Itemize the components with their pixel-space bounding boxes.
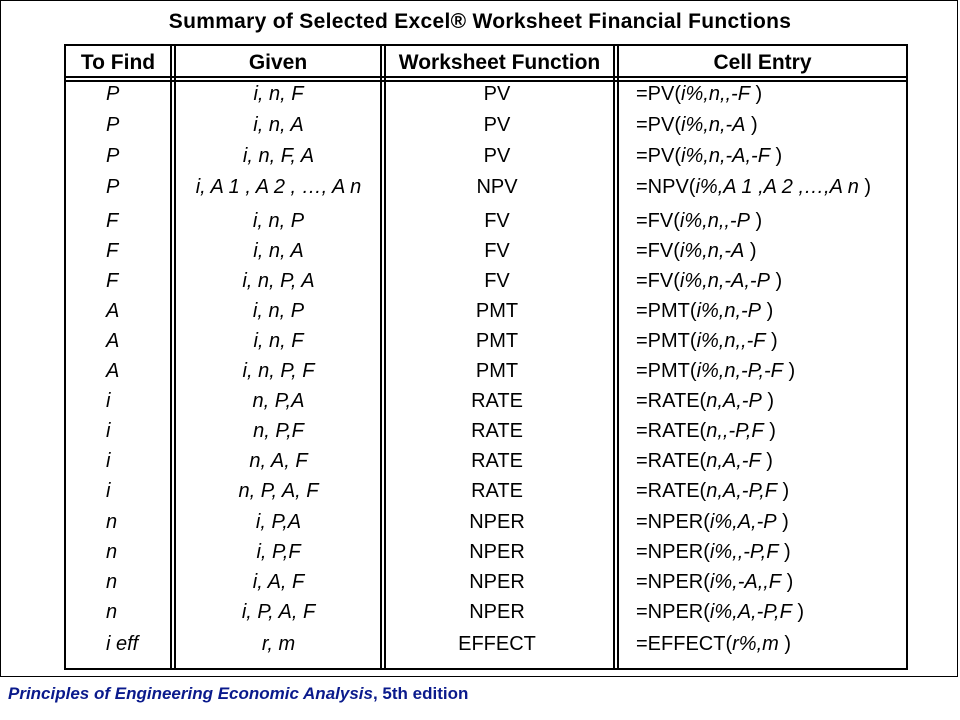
cell-entry-function: =NPER(	[636, 601, 710, 623]
cell-entry	[636, 510, 789, 534]
cell-entry-function: =PV(	[636, 83, 682, 105]
cell-entry-function: =FV(	[636, 210, 680, 232]
cell-entry	[636, 144, 782, 168]
cell-given: i, P,F	[256, 541, 301, 563]
cell-to-find: F	[106, 270, 119, 292]
cell-entry-close: )	[776, 511, 789, 533]
cell-worksheet-function: RATE	[471, 390, 523, 412]
cell-worksheet-function: PV	[483, 83, 511, 105]
cell-to-find: P	[106, 83, 120, 105]
cell-entry-function: =PV(	[636, 114, 682, 136]
cell-to-find: P	[106, 145, 120, 167]
cell-worksheet-function: PMT	[475, 330, 519, 352]
cell-entry-close: )	[763, 420, 776, 442]
cell-given: i, n, P	[252, 300, 305, 322]
cell-to-find: A	[106, 330, 120, 352]
cell-given: i, P, A, F	[241, 601, 316, 623]
cell-entry	[636, 419, 776, 443]
cell-entry-function: =RATE(	[636, 420, 707, 442]
cell-entry-arguments: n,A,-P,F	[706, 480, 777, 502]
cell-entry	[636, 299, 773, 323]
cell-entry	[636, 479, 789, 503]
cell-to-find: n	[106, 601, 118, 623]
cell-worksheet-function: FV	[484, 270, 510, 292]
column-divider	[617, 46, 619, 668]
cell-entry-arguments: i%,n,-A	[681, 114, 746, 136]
cell-entry-function: =PMT(	[636, 300, 697, 322]
cell-entry-arguments: n,A,-P	[706, 390, 762, 412]
cell-worksheet-function: NPER	[469, 571, 525, 593]
cell-worksheet-function: FV	[484, 240, 510, 262]
cell-worksheet-function: EFFECT	[458, 633, 536, 655]
cell-entry-function: =RATE(	[636, 480, 707, 502]
header-given: Given	[248, 51, 308, 74]
cell-entry	[636, 570, 793, 594]
cell-to-find: i	[106, 390, 111, 412]
cell-to-find: F	[106, 210, 119, 232]
cell-entry-close: )	[749, 210, 763, 232]
cell-worksheet-function: RATE	[471, 450, 523, 472]
cell-given: i, A 1 , A 2 , …, A n	[195, 176, 362, 198]
cell-entry-function: =NPV(	[636, 176, 696, 198]
cell-entry-close: )	[745, 114, 758, 136]
cell-entry-arguments: i%,A 1 ,A 2 ,…,A n	[695, 176, 859, 198]
cell-entry	[636, 82, 762, 106]
cell-given: r, m	[261, 633, 296, 655]
cell-to-find: i	[106, 420, 111, 442]
cell-entry-function: =PMT(	[636, 330, 697, 352]
cell-worksheet-function: RATE	[471, 480, 523, 502]
cell-given: i, A, F	[252, 571, 305, 593]
header-divider-top	[66, 76, 906, 78]
cell-worksheet-function: NPER	[469, 601, 525, 623]
cell-to-find: A	[106, 300, 120, 322]
cell-entry	[636, 269, 782, 293]
cell-to-find: i eff	[106, 633, 139, 655]
cell-to-find: i	[106, 450, 111, 472]
cell-entry-close: )	[749, 83, 763, 105]
cell-given: i, n, P, F	[242, 360, 315, 382]
footer-citation	[8, 684, 468, 704]
cell-worksheet-function: PV	[483, 145, 511, 167]
cell-entry-arguments: i%,-A,,F	[709, 571, 782, 593]
cell-to-find: A	[106, 360, 120, 382]
cell-entry-function: =PMT(	[636, 360, 697, 382]
cell-entry-arguments: i%,n,-P	[696, 300, 762, 322]
cell-entry-close: )	[761, 390, 774, 412]
cell-entry-arguments: r%,m	[732, 633, 779, 655]
cell-entry-close: )	[769, 145, 783, 167]
cell-entry-close: )	[769, 270, 783, 292]
cell-given: n, P,A	[252, 390, 305, 412]
cell-to-find: n	[106, 541, 118, 563]
cell-entry-function: =NPER(	[636, 571, 710, 593]
cell-entry-function: =FV(	[636, 270, 680, 292]
header-cell-entry: Cell Entry	[713, 51, 812, 74]
cell-given: i, n, F	[253, 330, 304, 352]
cell-worksheet-function: RATE	[471, 420, 523, 442]
cell-entry-arguments: i%,,-P,F	[709, 541, 779, 563]
cell-entry-function: =NPER(	[636, 511, 710, 533]
cell-entry	[636, 540, 791, 564]
cell-worksheet-function: NPV	[476, 176, 518, 198]
cell-entry	[636, 600, 804, 624]
cell-given: n, P,F	[253, 420, 304, 442]
edition: , 5th edition	[372, 684, 469, 703]
column-divider	[613, 46, 615, 668]
cell-entry-close: )	[778, 541, 791, 563]
cell-entry-function: =FV(	[636, 240, 680, 262]
column-divider	[170, 46, 172, 668]
cell-worksheet-function: NPER	[469, 511, 525, 533]
cell-given: i, n, A	[253, 114, 304, 136]
cell-worksheet-function: PMT	[475, 360, 519, 382]
cell-entry-arguments: i%,A,-P	[709, 511, 777, 533]
cell-to-find: n	[106, 511, 118, 533]
cell-entry	[636, 632, 791, 656]
cell-entry-close: )	[776, 480, 790, 502]
cell-to-find: i	[106, 480, 111, 502]
cell-to-find: n	[106, 571, 118, 593]
cell-worksheet-function: PV	[483, 114, 511, 136]
book-title: Principles of Engineering Economic Analysis	[8, 684, 373, 703]
cell-entry	[636, 449, 773, 473]
cell-entry-arguments: i%,n,-A	[679, 240, 745, 262]
header-to-find: To Find	[80, 51, 156, 74]
cell-entry-arguments: i%,n,,-F	[696, 330, 766, 352]
cell-entry-function: =RATE(	[636, 390, 707, 412]
cell-entry	[636, 113, 758, 137]
cell-entry-arguments: n,,-P,F	[706, 420, 764, 442]
cell-entry-function: =EFFECT(	[636, 633, 733, 655]
page-title: Summary of Selected Excel® Worksheet Financial Functions	[168, 10, 792, 33]
cell-to-find: P	[106, 176, 120, 198]
cell-entry-close: )	[744, 240, 757, 262]
cell-given: i, n, F, A	[242, 145, 315, 167]
cell-entry-function: =NPER(	[636, 541, 710, 563]
cell-given: i, n, F	[253, 83, 304, 105]
cell-to-find: P	[106, 114, 120, 136]
cell-worksheet-function: NPER	[469, 541, 525, 563]
cell-entry-close: )	[761, 300, 774, 322]
cell-entry-function: =RATE(	[636, 450, 707, 472]
cell-worksheet-function: FV	[484, 210, 510, 232]
cell-entry	[636, 329, 778, 353]
cell-entry-arguments: i%,n,,-P	[679, 210, 750, 232]
cell-entry-close: )	[858, 176, 872, 198]
functions-table	[64, 44, 908, 670]
cell-entry-close: )	[782, 360, 796, 382]
cell-given: i, P,A	[255, 511, 302, 533]
cell-entry-close: )	[778, 633, 792, 655]
cell-entry	[636, 209, 762, 233]
cell-entry	[636, 175, 871, 199]
cell-entry-arguments: n,A,-F	[706, 450, 761, 472]
header-worksheet-function: Worksheet Function	[398, 51, 601, 74]
cell-to-find: F	[106, 240, 119, 262]
cell-given: i, n, P, A	[242, 270, 315, 292]
cell-entry-close: )	[765, 330, 778, 352]
cell-given: i, n, A	[253, 240, 304, 262]
cell-given: n, P, A, F	[238, 480, 319, 502]
cell-worksheet-function: PMT	[475, 300, 519, 322]
cell-entry-close: )	[781, 571, 794, 593]
cell-entry-close: )	[760, 450, 773, 472]
cell-entry	[636, 389, 774, 413]
cell-given: n, A, F	[249, 450, 308, 472]
cell-entry-arguments: i%,A,-P,F	[709, 601, 792, 623]
cell-entry-arguments: i%,n,-A,-F	[681, 145, 770, 167]
cell-entry	[636, 239, 757, 263]
cell-entry-arguments: i%,n,,-F	[681, 83, 750, 105]
cell-entry-function: =PV(	[636, 145, 682, 167]
cell-entry-close: )	[791, 601, 804, 623]
cell-entry-arguments: i%,n,-P,-F	[696, 360, 783, 382]
cell-given: i, n, P	[252, 210, 305, 232]
cell-entry-arguments: i%,n,-A,-P	[679, 270, 770, 292]
cell-entry	[636, 359, 795, 383]
